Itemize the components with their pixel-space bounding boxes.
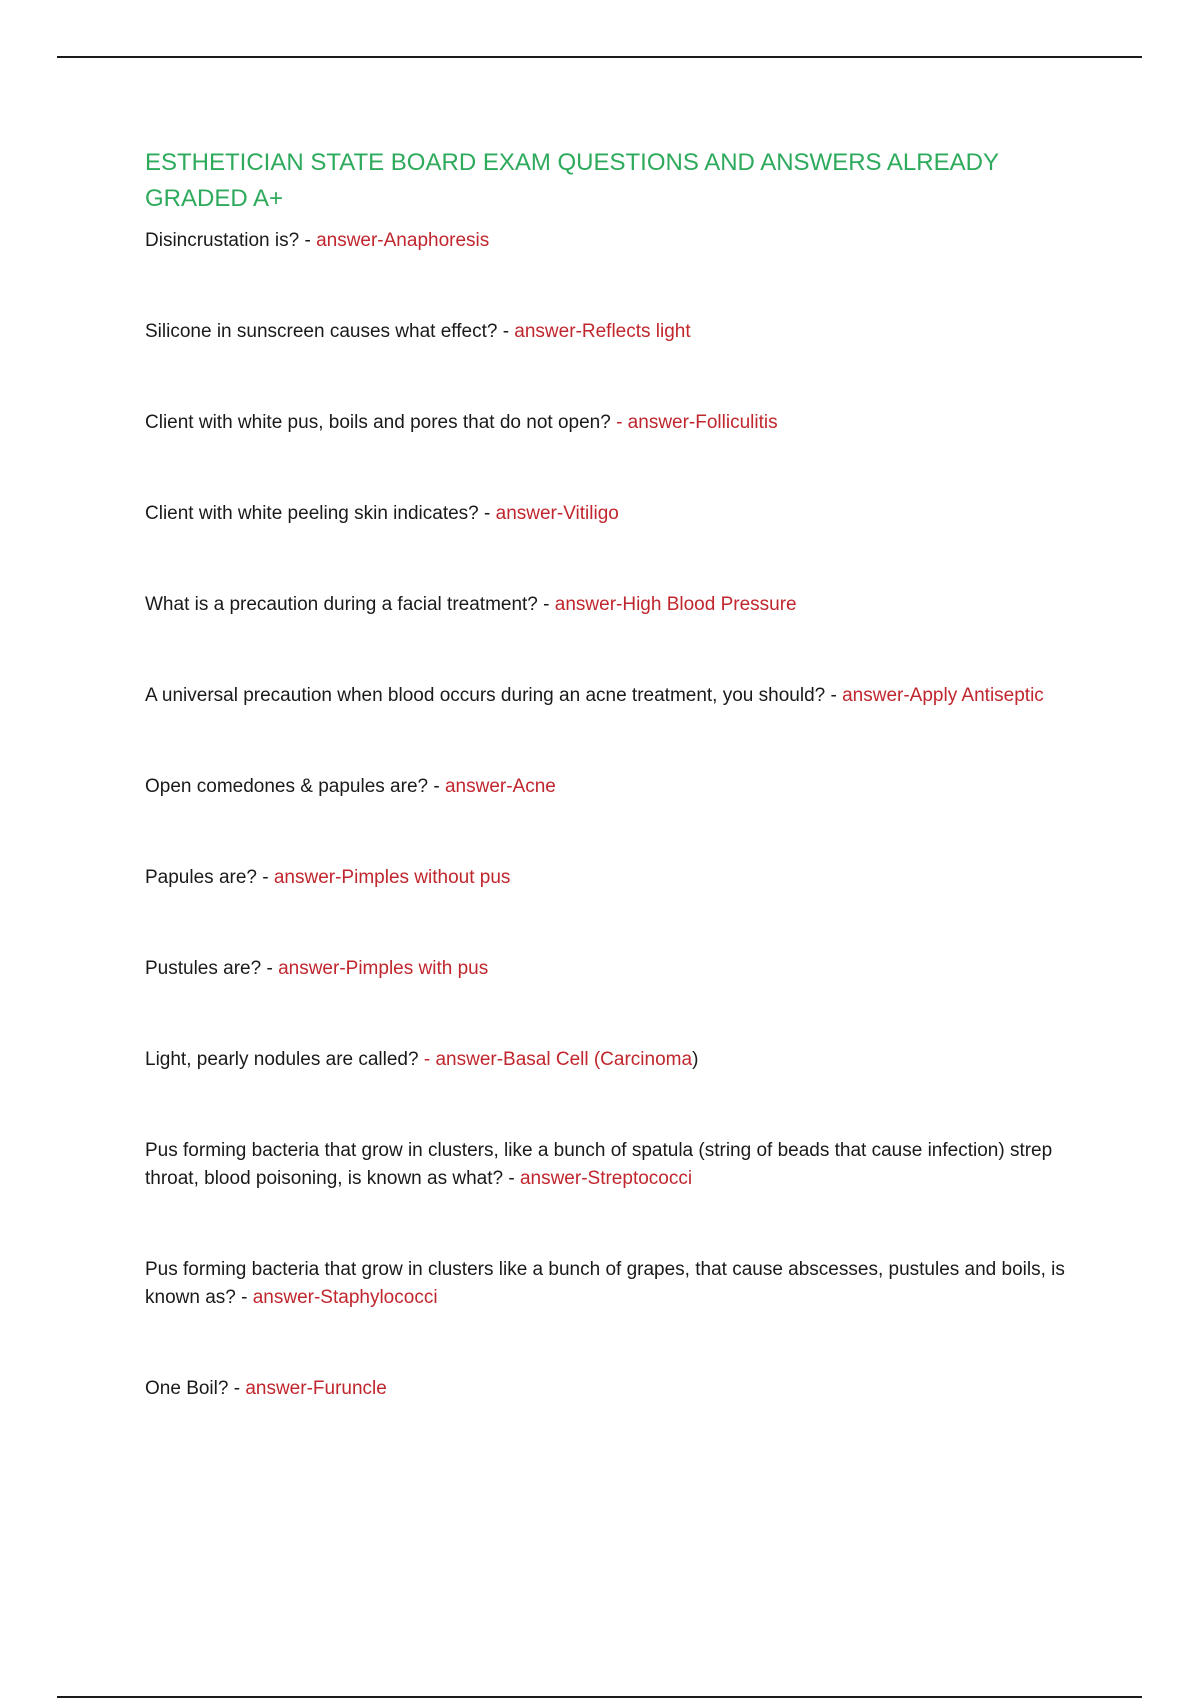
- answer-text: answer-Furuncle: [245, 1378, 387, 1399]
- question-text: Papules are? -: [145, 867, 274, 888]
- qa-item: [145, 1137, 1085, 1193]
- question-text: Light, pearly nodules are called?: [145, 1049, 424, 1070]
- question-text: Pus forming bacteria that grow in clusters like a bunch of grapes, that cause abscesses, pustules and boils, is known as? -: [145, 1259, 1065, 1308]
- qa-item: [145, 591, 1085, 619]
- question-text: Pustules are? -: [145, 958, 279, 979]
- answer-text: answer-Staphylococci: [252, 1287, 438, 1308]
- qa-item: [145, 500, 1085, 528]
- question-text: What is a precaution during a facial treatment? -: [145, 594, 555, 615]
- qa-item: [145, 318, 1085, 346]
- question-text: One Boil? -: [145, 1378, 246, 1399]
- qa-item: [145, 682, 1085, 710]
- footer-rule: [57, 1696, 1142, 1698]
- qa-item: [145, 864, 1085, 892]
- answer-text: answer-Apply Antiseptic: [842, 685, 1044, 706]
- qa-item: [145, 1046, 1085, 1074]
- answer-text: - answer-Folliculitis: [616, 412, 778, 433]
- question-text: Client with white peeling skin indicates? -: [145, 503, 496, 524]
- answer-text: answer-High Blood Pressure: [554, 594, 797, 615]
- qa-item: [145, 773, 1085, 801]
- qa-item: [145, 955, 1085, 983]
- qa-item: [145, 1375, 1085, 1403]
- question-text: Open comedones & papules are? -: [145, 776, 445, 797]
- answer-text: answer-Pimples without pus: [273, 867, 511, 888]
- header-rule: [57, 56, 1142, 58]
- qa-item: [145, 227, 1085, 255]
- question-text: Disincrustation is? -: [145, 230, 317, 251]
- answer-text: answer-Vitiligo: [495, 503, 619, 524]
- answer-text: answer-Acne: [444, 776, 556, 797]
- answer-text: answer-Streptococci: [519, 1168, 693, 1189]
- answer-text: answer-Anaphoresis: [316, 230, 490, 251]
- answer-tail: ): [692, 1049, 699, 1070]
- qa-item: [145, 409, 1085, 437]
- question-text: Client with white pus, boils and pores that do not open?: [145, 412, 617, 433]
- answer-text: - answer-Basal Cell (Carcinoma: [423, 1049, 693, 1070]
- answer-text: answer-Reflects light: [514, 321, 691, 342]
- document-body: [145, 145, 1085, 1403]
- document-title: ESTHETICIAN STATE BOARD EXAM QUESTIONS AND ANSWERS ALREADY GRADED A+: [145, 149, 999, 212]
- question-text: Pus forming bacteria that grow in clusters, like a bunch of spatula (string of beads that cause infection) strep throat, blood poisoning, is known as what? -: [145, 1140, 1053, 1189]
- question-text: A universal precaution when blood occurs during an acne treatment, you should? -: [145, 685, 843, 706]
- answer-text: answer-Pimples with pus: [278, 958, 489, 979]
- qa-item: [145, 1256, 1085, 1312]
- question-text: Silicone in sunscreen causes what effect? -: [145, 321, 515, 342]
